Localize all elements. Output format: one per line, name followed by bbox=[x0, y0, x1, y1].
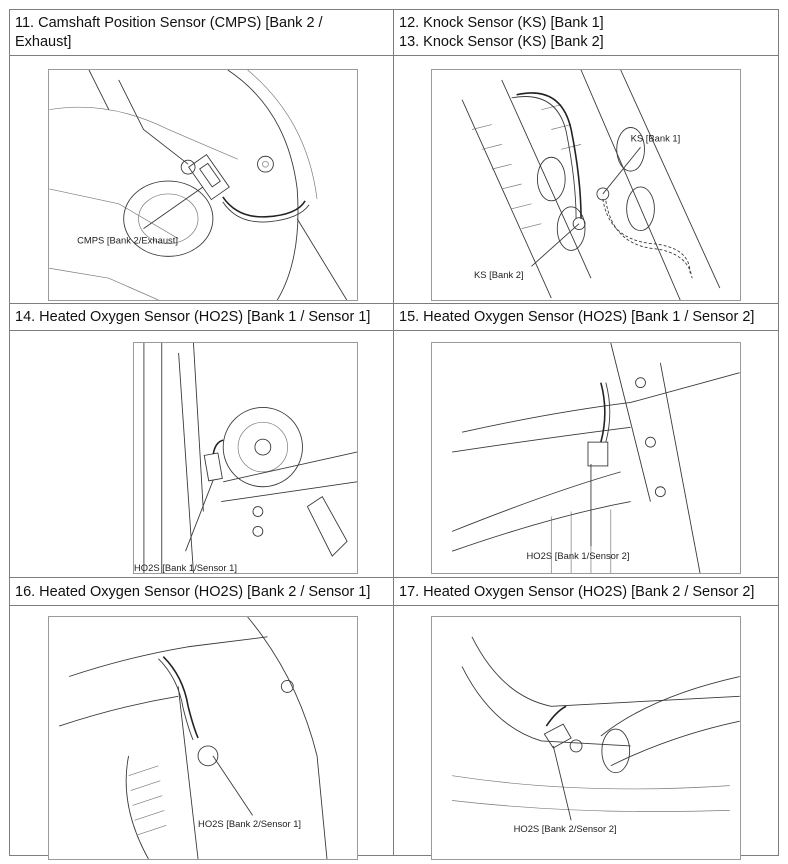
row-divider bbox=[10, 577, 778, 578]
cell-17-heading: 17. Heated Oxygen Sensor (HO2S) [Bank 2 / Sensor 2] bbox=[399, 584, 755, 600]
ho2s-bank2-sensor1-illustration bbox=[48, 616, 358, 860]
ks-bank1-callout: KS [Bank 1] bbox=[630, 132, 681, 144]
row-divider bbox=[10, 330, 778, 331]
row-divider bbox=[10, 605, 778, 606]
cell-12-heading: 12. Knock Sensor (KS) [Bank 1] bbox=[399, 15, 604, 31]
row-divider bbox=[10, 303, 778, 304]
cell-13-heading: 13. Knock Sensor (KS) [Bank 2] bbox=[399, 34, 604, 50]
camshaft-sensor-illustration bbox=[48, 69, 358, 301]
ho2s-bank1-sensor2-illustration bbox=[431, 342, 741, 574]
cell-11-heading-line2: Exhaust] bbox=[15, 34, 72, 50]
sensor-table bbox=[9, 9, 779, 856]
ho2s-bank2-sensor2-illustration bbox=[431, 616, 741, 860]
ho2s-b2s2-callout: HO2S [Bank 2/Sensor 2] bbox=[513, 823, 617, 835]
ho2s-b2s1-callout: HO2S [Bank 2/Sensor 1] bbox=[198, 818, 302, 830]
ho2s-bank1-sensor1-illustration bbox=[133, 342, 358, 574]
column-divider bbox=[393, 10, 394, 855]
cell-14-heading: 14. Heated Oxygen Sensor (HO2S) [Bank 1 / Sensor 1] bbox=[15, 309, 371, 325]
cmps-callout: CMPS [Bank 2/Exhaust] bbox=[77, 234, 179, 246]
row-divider bbox=[10, 55, 778, 56]
ks-bank2-callout: KS [Bank 2] bbox=[473, 269, 524, 281]
cell-15-heading: 15. Heated Oxygen Sensor (HO2S) [Bank 1 / Sensor 2] bbox=[399, 309, 755, 325]
cell-16-heading: 16. Heated Oxygen Sensor (HO2S) [Bank 2 / Sensor 1] bbox=[15, 584, 371, 600]
ho2s-b1s1-callout: HO2S [Bank 1/Sensor 1] bbox=[134, 561, 238, 573]
cell-11-heading-line1: 11. Camshaft Position Sensor (CMPS) [Bank 2 / bbox=[15, 15, 323, 31]
knock-sensor-illustration bbox=[431, 69, 741, 301]
ho2s-b1s2-callout: HO2S [Bank 1/Sensor 2] bbox=[526, 550, 630, 562]
